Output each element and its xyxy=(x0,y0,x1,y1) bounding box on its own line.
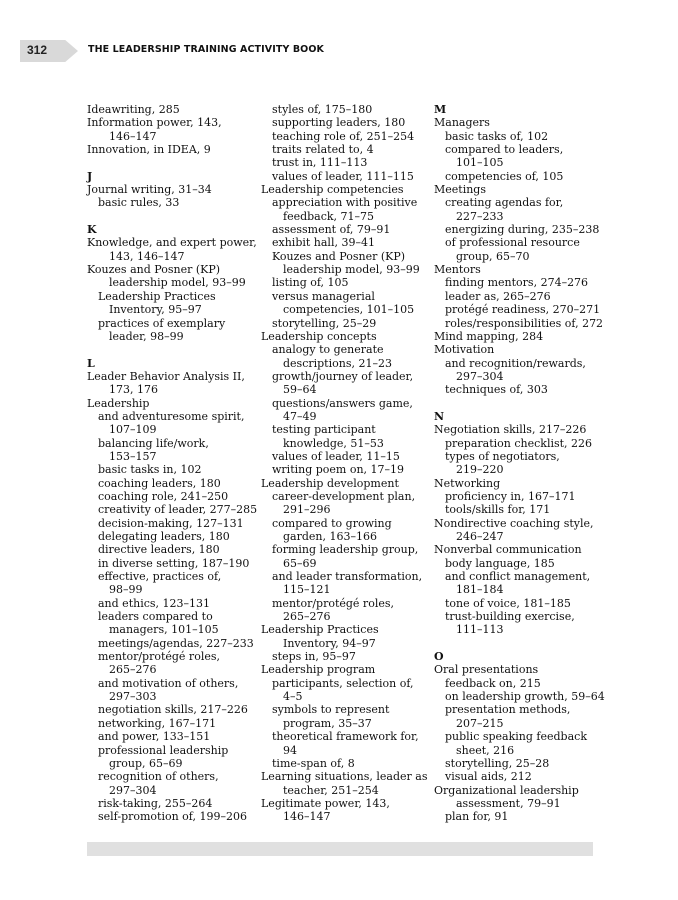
index-subentry: 111–113 xyxy=(456,623,504,637)
index-entry: Leadership development xyxy=(261,476,399,490)
index-subentry: risk-taking, 255–264 xyxy=(98,796,213,810)
section-letter: N xyxy=(434,409,445,423)
index-entry: Organizational leadership xyxy=(434,783,579,797)
section-letter: M xyxy=(434,103,447,116)
index-subentry: growth/journey of leader, xyxy=(272,369,414,383)
running-head-title: THE LEADERSHIP TRAINING ACTIVITY BOOK xyxy=(88,44,324,55)
index-subentry: 246–247 xyxy=(456,530,504,543)
index-subentry: garden, 163–166 xyxy=(283,530,377,543)
index-entry: Learning situations, leader as xyxy=(261,770,428,784)
index-subentry: testing participant xyxy=(272,423,376,437)
index-entry: Leadership competencies xyxy=(261,183,404,197)
index-subentry: values of leader, 111–115 xyxy=(272,169,414,183)
index-subentry: in diverse setting, 187–190 xyxy=(98,556,250,570)
index-subentry: effective, practices of, xyxy=(98,570,222,584)
index-subentry: 4–5 xyxy=(283,690,303,704)
index-subentry: 59–64 xyxy=(283,383,317,397)
index-subentry: traits related to, 4 xyxy=(272,143,374,157)
section-letter: O xyxy=(434,650,444,664)
spacer xyxy=(434,637,604,650)
index-entry: Nonverbal communication xyxy=(434,543,582,557)
index-subentry: teaching role of, 251–254 xyxy=(272,129,415,143)
index-subentry: leaders compared to xyxy=(98,610,213,624)
index-entry: Oral presentations xyxy=(434,663,539,677)
index-subentry: 115–121 xyxy=(283,583,331,597)
index-subentry: 297–304 xyxy=(109,783,157,797)
index-subentry: assessment of, 79–91 xyxy=(272,223,391,237)
index-subentry: visual aids, 212 xyxy=(445,770,532,784)
spacer xyxy=(434,397,604,410)
index-subentry: and recognition/rewards, xyxy=(445,356,586,370)
index-subentry: mentor/protégé roles, xyxy=(98,650,220,664)
footer-bar xyxy=(87,842,593,856)
index-subentry: managers, 101–105 xyxy=(109,623,219,637)
index-subentry: creativity of leader, 277–285 xyxy=(98,503,258,517)
index-subentry: symbols to represent xyxy=(272,703,390,717)
index-subentry: knowledge, 51–53 xyxy=(283,436,384,450)
index-subentry: teacher, 251–254 xyxy=(283,783,379,797)
index-subentry: leadership model, 93–99 xyxy=(283,263,420,277)
index-entry: Leadership Practices xyxy=(261,623,379,637)
index-subentry: theoretical framework for, xyxy=(272,730,419,744)
index-subentry: competencies of, 105 xyxy=(445,169,564,183)
index-subentry: values of leader, 11–15 xyxy=(272,449,400,463)
index-subentry: 153–157 xyxy=(109,449,157,463)
index-subentry: body language, 185 xyxy=(445,556,555,570)
index-subentry: listing of, 105 xyxy=(272,276,349,290)
index-subentry: leader, 98–99 xyxy=(109,329,184,343)
index-subentry: 297–303 xyxy=(109,690,157,704)
index-entry: Journal writing, 31–34 xyxy=(87,183,212,197)
index-subentry: basic tasks of, 102 xyxy=(445,129,549,143)
index-entry: Leader Behavior Analysis II, xyxy=(87,369,245,383)
index-subentry: mentor/protégé roles, xyxy=(272,596,394,610)
index-subentry: group, 65–70 xyxy=(456,249,530,263)
index-subentry: and motivation of others, xyxy=(98,676,239,690)
index-subentry: questions/answers game, xyxy=(272,396,413,410)
index-column-2 xyxy=(261,103,431,824)
index-subentry: on leadership growth, 59–64 xyxy=(445,690,605,704)
index-subentry: compared to growing xyxy=(272,516,392,530)
index-subentry: 291–296 xyxy=(283,503,331,517)
section-letter: J xyxy=(87,169,93,183)
index-subentry: forming leadership group, xyxy=(272,543,419,557)
index-entry: Mind mapping, 284 xyxy=(434,329,544,343)
index-subentry: Kouzes and Posner (KP) xyxy=(272,249,406,263)
index-subentry: basic tasks in, 102 xyxy=(98,463,202,477)
spacer xyxy=(87,210,257,223)
index-subentry: finding mentors, 274–276 xyxy=(445,276,589,290)
index-subentry: exhibit hall, 39–41 xyxy=(272,236,375,250)
index-subentry: 265–276 xyxy=(109,663,157,677)
index-subentry: 98–99 xyxy=(109,583,143,597)
index-subentry: leadership model, 93–99 xyxy=(109,276,246,290)
index-subentry: storytelling, 25–29 xyxy=(272,316,377,330)
index-subentry: time-span of, 8 xyxy=(272,756,355,770)
index-column-1 xyxy=(87,103,257,824)
index-entry: Negotiation skills, 217–226 xyxy=(434,423,587,437)
index-subentry: coaching role, 241–250 xyxy=(98,489,229,503)
section-letter: K xyxy=(87,223,97,237)
index-subentry: and adventuresome spirit, xyxy=(98,409,245,423)
index-subentry: tools/skills for, 171 xyxy=(445,503,551,517)
index-subentry: feedback on, 215 xyxy=(445,676,541,690)
index-entry: Mentors xyxy=(434,263,481,277)
index-subentry: of professional resource xyxy=(445,236,580,250)
index-subentry: public speaking feedback xyxy=(445,730,587,744)
index-subentry: Inventory, 95–97 xyxy=(109,303,202,317)
page-number: 312 xyxy=(27,43,48,57)
index-subentry: 207–215 xyxy=(456,716,504,730)
index-entry: Motivation xyxy=(434,343,495,357)
index-subentry: program, 35–37 xyxy=(283,716,372,730)
index-subentry: energizing during, 235–238 xyxy=(445,223,600,237)
index-subentry: competencies, 101–105 xyxy=(283,303,415,317)
index-subentry: roles/responsibilities of, 272 xyxy=(445,316,604,330)
index-subentry: 181–184 xyxy=(456,583,504,597)
index-entry: Ideawriting, 285 xyxy=(87,103,180,116)
index-subentry: directive leaders, 180 xyxy=(98,543,220,557)
index-subentry: 107–109 xyxy=(109,423,157,437)
index-entry: Knowledge, and expert power, xyxy=(87,236,257,250)
index-subentry: proficiency in, 167–171 xyxy=(445,489,576,503)
index-subentry: meetings/agendas, 227–233 xyxy=(98,636,254,650)
index-subentry: 146–147 xyxy=(283,810,331,824)
index-subentry: balancing life/work, xyxy=(98,436,209,450)
index-subentry: creating agendas for, xyxy=(445,196,564,210)
index-entry: Meetings xyxy=(434,183,486,197)
index-subentry: and conflict management, xyxy=(445,570,591,584)
index-subentry: professional leadership xyxy=(98,743,229,757)
index-subentry: 101–105 xyxy=(456,156,504,170)
index-subentry: 146–147 xyxy=(109,129,157,143)
index-subentry: networking, 167–171 xyxy=(98,716,217,730)
index-subentry: descriptions, 21–23 xyxy=(283,356,392,370)
index-subentry: protégé readiness, 270–271 xyxy=(445,303,601,317)
spacer xyxy=(87,156,257,169)
index-entry: Leadership xyxy=(87,396,150,410)
index-subentry: self-promotion of, 199–206 xyxy=(98,810,247,824)
index-subentry: 297–304 xyxy=(456,369,504,383)
index-subentry: versus managerial xyxy=(272,289,375,303)
index-subentry: storytelling, 25–28 xyxy=(445,756,550,770)
index-subentry: feedback, 71–75 xyxy=(283,209,375,223)
index-subentry: techniques of, 303 xyxy=(445,383,548,397)
index-subentry: decision-making, 127–131 xyxy=(98,516,244,530)
index-subentry: and ethics, 123–131 xyxy=(98,596,211,610)
index-subentry: 219–220 xyxy=(456,463,504,477)
index-subentry: trust-building exercise, xyxy=(445,610,575,624)
index-subentry: participants, selection of, xyxy=(272,676,414,690)
index-subentry: career-development plan, xyxy=(272,489,416,503)
index-subentry: styles of, 175–180 xyxy=(272,103,373,116)
page-header xyxy=(0,0,678,80)
index-subentry: sheet, 216 xyxy=(456,743,515,757)
index-subentry: trust in, 111–113 xyxy=(272,156,368,170)
index-subentry: Leadership Practices xyxy=(98,289,216,303)
index-subentry: delegating leaders, 180 xyxy=(98,530,230,543)
index-entry: Leadership program xyxy=(261,663,376,677)
index-subentry: practices of exemplary xyxy=(98,316,226,330)
index-subentry: 94 xyxy=(283,743,297,757)
index-subentry: 143, 146–147 xyxy=(109,249,185,263)
index-subentry: coaching leaders, 180 xyxy=(98,476,221,490)
index-subentry: basic rules, 33 xyxy=(98,196,180,210)
index-subentry: tone of voice, 181–185 xyxy=(445,596,571,610)
index-subentry: preparation checklist, 226 xyxy=(445,436,593,450)
index-subentry: types of negotiators, xyxy=(445,449,560,463)
index-subentry: 227–233 xyxy=(456,209,504,223)
index-subentry: compared to leaders, xyxy=(445,143,564,157)
index-column-3 xyxy=(434,103,604,824)
index-subentry: group, 65–69 xyxy=(109,756,183,770)
index-subentry: Inventory, 94–97 xyxy=(283,636,376,650)
index-entry: Kouzes and Posner (KP) xyxy=(87,263,221,277)
index-subentry: 173, 176 xyxy=(109,383,158,397)
index-subentry: recognition of others, xyxy=(98,770,219,784)
index-subentry: and power, 133–151 xyxy=(98,730,211,744)
index-subentry: steps in, 95–97 xyxy=(272,650,356,664)
index-subentry: presentation methods, xyxy=(445,703,571,717)
index-subentry: assessment, 79–91 xyxy=(456,796,561,810)
index-subentry: 65–69 xyxy=(283,556,317,570)
index-entry: Information power, 143, xyxy=(87,116,222,130)
index-entry: Innovation, in IDEA, 9 xyxy=(87,143,211,157)
index-subentry: appreciation with positive xyxy=(272,196,418,210)
index-entry: Leadership concepts xyxy=(261,329,377,343)
index-subentry: 47–49 xyxy=(283,409,317,423)
index-entry: Nondirective coaching style, xyxy=(434,516,594,530)
index-entry: Managers xyxy=(434,116,490,130)
index-subentry: leader as, 265–276 xyxy=(445,289,551,303)
section-letter: L xyxy=(87,356,95,370)
index-subentry: analogy to generate xyxy=(272,343,384,357)
index-subentry: negotiation skills, 217–226 xyxy=(98,703,248,717)
index-subentry: 265–276 xyxy=(283,610,331,624)
index-entry: Legitimate power, 143, xyxy=(261,796,390,810)
index-subentry: and leader transformation, xyxy=(272,570,423,584)
index-subentry: writing poem on, 17–19 xyxy=(272,463,405,477)
spacer xyxy=(87,343,257,356)
index-subentry: plan for, 91 xyxy=(445,810,509,824)
index-subentry: supporting leaders, 180 xyxy=(272,116,406,130)
index-entry: Networking xyxy=(434,476,501,490)
